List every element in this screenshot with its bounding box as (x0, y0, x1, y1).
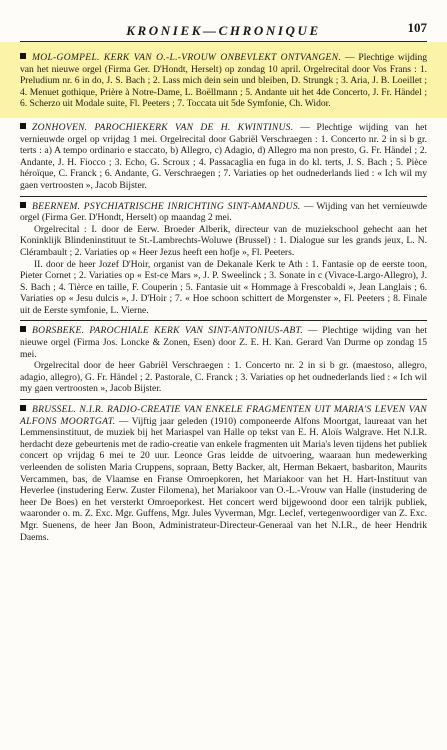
entry-bullet (20, 53, 26, 59)
entry-heading: BORSBEKE. PAROCHIALE KERK VAN SINT-ANTONIUS-ABT. (32, 325, 304, 337)
entry-bullet (20, 202, 26, 208)
entry-paragraph: — Vijftig jaar geleden (1910) componeerde Alfons Moortgat, laureaat van het Lemmensinstituut, de muziek bij het Mariaspel van Halle op tekst van E. H. Aloïs Walgrave. Het N.I.R. herdacht deze gebeurtenis met de radio-creatie van enkele fragmenten uit Maria's leven tijdens het publiek concert op vrijdag 6 mei te 20 uur. Leonce Gras leidde de uitvoering, waaraan hun medewerking verleenden de solisten Maria Cruppens, sopraan, Betty Backer, alt, Herman Bekaert, basbariton, Maurits Vercammen, bas, de Vlaamse en Franse Omroepkoren, het Mariakoor van het H. Hart-Instituut van Heverlee (instudering Eerw. Zuster Filomena), het Mariakoor van O.-L.-Vrouw van Halle (instudering de heer De Boes) en het versterkt Omroeporkest. Het concert werd bijgewoond door een talrijk publiek, waaronder o. m. Z. Exc. Mgr. Guffens, Mgr. Jules Vyverman, Mgr. Leclef, vertegenwoordiger van Z. Exc. Mgr. Suenens, de heer Jan Boon, Administrateur-Directeur-Generaal van het N.I.R., de heer Hendrik Daems. (20, 415, 427, 543)
entry-bullet (20, 405, 26, 411)
entry-paragraph: — Plechtige wijding van het nieuwe orgel (Firma Ger. D'Hondt, Herselt) op zondag 10 april. Orgelrecital door Vos Frans : 1. Preludium nr. 6 in do, J. S. Bach ; 2. Lass mich dein sein und bleiben, D. Strungk ; 3. Aria, J. B. Loeillet ; 4. Menuet gothique, Prière à Notre-Dame, L. Boëllmann ; 5. Andante uit het 4de Concerto, J. Fr. Händel ; 6. Scherzo uit Modale suite, Fl. Peeters ; 7. Toccata uit 5de Symfonie, Ch. Widor. (20, 52, 428, 110)
entry-beernem (20, 196, 427, 321)
page-number: 107 (407, 20, 427, 35)
entry-paragraph: — Wijding van het vernieuwde orgel (Firma Ger. D'Hondt, Herselt) op maandag 2 mei. (20, 200, 427, 224)
entry-bullet (20, 123, 26, 129)
entry-paragraph: Orgelrecital : I. door de Eerw. Broeder Alberik, directeur van de muziekschool gehecht aan het Koninklijk Blindeninstituut te St.-Lambrechts-Woluwe (Brussel) : 1. Dialogue sur les grands jeux, L. N. Clérambault ; 2. Variaties op « Heer Jezus heeft een hofje », Fl. Peeters. (20, 223, 427, 258)
entry-paragraph: — Plechtige wijding van het nieuwe orgel (Firma Jos. Loncke & Zonen, Esen) door Z. E. H. Kan. Gerard Van Durme op zondag 15 mei. (20, 325, 427, 360)
entry-brussel (20, 399, 427, 547)
entry-mol-gompel (0, 42, 447, 118)
entry-paragraph: II. door de heer Jozef D'Hoir, organist van de Dekanale Kerk te Ath : 1. Fantasie op de eerste toon, Pieter Cornet ; 2. Variaties op « Est-ce Mars », J. P. Sweelinck ; 3. Sonate in c (Vivace-Largo-Allegro), J. S. Bach ; 4. Tièrce en taille, F. Couperin ; 5. Fantasie uit « Hommage à Frescobaldi », Jean Langlais ; 6. Variaties op « Jesu dulcis », J. D'Hoir ; 7. « Hoe schoon schittert de Morgenster », Fl. Peeters ; 8. Finale uit de Eerste symfonie, L. Vierne. (20, 258, 427, 316)
entry-paragraph: — Plechtige wijding van het vernieuwde orgel op vrijdag 1 mei. Orgelrecital door Gabriël Verschraegen : 1. Concerto nr. 2 in si b gr. terts : a) A tempo ordinario e staccato, b) Allegro, c) Adagio, d) Allegro ma non presto, G. Fr. Händel ; 2. Andante, J. H. Fiocco ; 3. Echo, G. Scroux ; 4. Passacaglia en fuga in do kl. terts, J. S. Bach ; 5. Pièce héroïque, C. Franck ; 6. Andante, G. Verschraegen ; 7. Variaties op het oudnederlands lied : « Ich wil my gaen vertroosten », Jacob Bijster. (20, 121, 427, 191)
entry-heading: BEERNEM. PSYCHIATRISCHE INRICHTING SINT-AMANDUS. (32, 200, 301, 212)
header-title: KRONIEK—CHRONIQUE (126, 23, 321, 38)
running-header (20, 20, 427, 42)
entry-paragraph: Orgelrecital door de heer Gabriël Verschraegen : 1. Concerto nr. 2 in si b gr. (maestoso, allegro, adagio, allegro), G. Fr. Händel ; 2. Pastorale, C. Franck ; 3. Variaties op het oudnederlands lied : « Ich wil my gaen vertroosten », Jacob Bijster. (20, 360, 427, 395)
entry-heading: ZONHOVEN. PAROCHIEKERK VAN DE H. KWINTINUS. (32, 121, 294, 133)
entry-bullet (20, 326, 26, 332)
entry-heading: BRUSSEL. N.I.R. RADIO-CREATIE VAN ENKELE FRAGMENTEN UIT MARIA'S LEVEN VAN ALFONS MOORTGAT. (20, 404, 427, 427)
entry-borsbeke (20, 320, 427, 399)
entry-heading: MOL-GOMPEL. KERK VAN O.-L.-VROUW ONBEVLEKT ONTVANGEN. (32, 52, 342, 63)
entry-zonhoven (20, 118, 427, 196)
